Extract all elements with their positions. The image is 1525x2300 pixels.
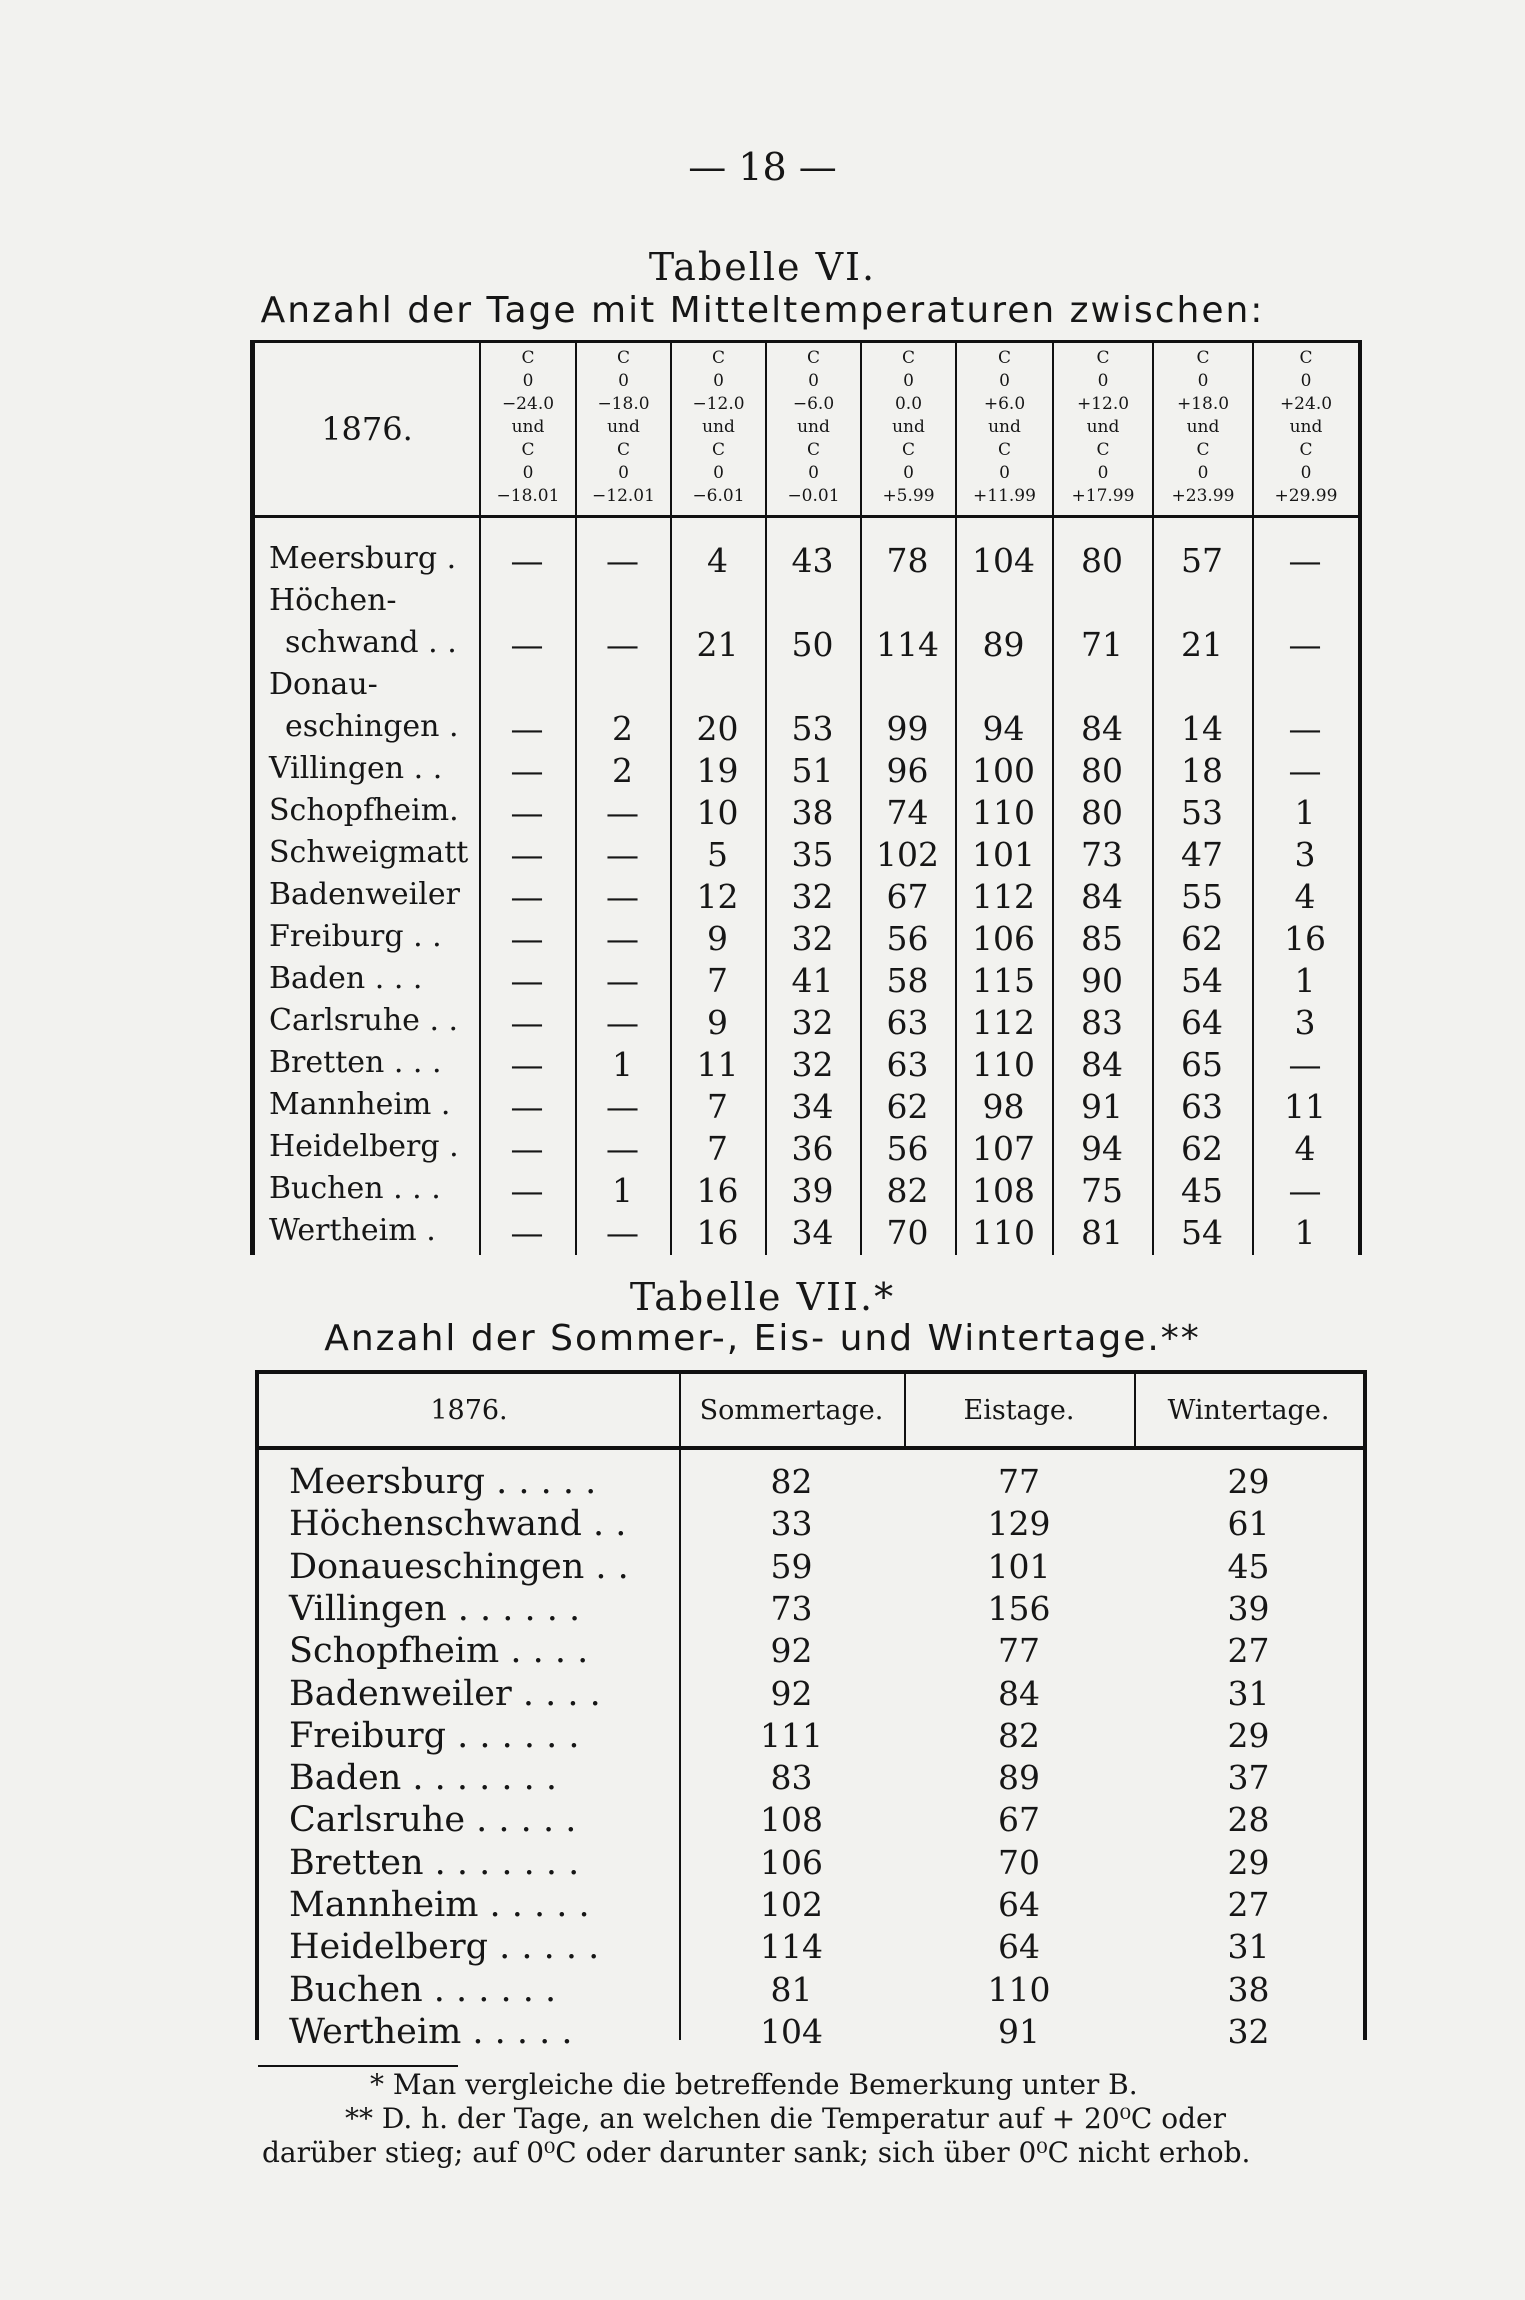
table6-title: Tabelle VI.: [648, 245, 877, 289]
table7-row: [259, 2012, 1363, 2054]
table6-cell: —: [1288, 709, 1322, 748]
table6-cell: 107: [972, 1129, 1035, 1168]
table7-cell: 92: [770, 1673, 813, 1713]
table7-row: [259, 1462, 1363, 1504]
table6-cell: 16: [696, 1213, 739, 1252]
table6-row: [255, 1171, 1358, 1211]
table6-cell: 53: [791, 709, 834, 748]
table6-cell: 2: [612, 709, 633, 748]
table6-row: [255, 541, 1358, 581]
table6-cell: 56: [886, 919, 929, 958]
footnote-3: darüber stieg; auf 0⁰C oder darunter sank; sich über 0⁰C nicht erhob.: [262, 2136, 1251, 2169]
table6-cell: 18: [1181, 751, 1223, 790]
table6-cell: —: [510, 625, 544, 664]
table6-cell: 112: [972, 1003, 1035, 1042]
table7-row: [259, 1885, 1363, 1927]
table7-column-header: Wintertage.: [1167, 1394, 1330, 1426]
table7-row-name: Heidelberg . . . . .: [289, 1927, 600, 1968]
table7-cell: 111: [760, 1715, 823, 1755]
table6-row: [255, 1045, 1358, 1085]
table6-cell: —: [1288, 625, 1322, 664]
table6-cell: 63: [1181, 1087, 1223, 1126]
table6-cell: —: [510, 1213, 544, 1252]
table6-cell: 4: [1294, 1129, 1316, 1168]
table6-cell: —: [1288, 751, 1322, 790]
table7-cell: 81: [770, 1969, 813, 2009]
table6-cell: 55: [1181, 877, 1223, 916]
table7-cell: 27: [1227, 1885, 1270, 1924]
table6-cell: 80: [1081, 793, 1123, 832]
table7-header: [259, 1374, 1363, 1450]
table6-cell: —: [510, 541, 544, 580]
table7-cell: 31: [1227, 1927, 1270, 1967]
table6-cell: 85: [1081, 919, 1123, 958]
table6-cell: 32: [791, 877, 834, 916]
table7-cell: 38: [1227, 1969, 1270, 2009]
table7-row: [259, 1927, 1363, 1969]
table7-cell: 29: [1227, 1842, 1270, 1882]
table7-row-name: Schopfheim . . . .: [289, 1631, 589, 1672]
table7-cell: 82: [770, 1462, 813, 1501]
table6-cell: 67: [886, 877, 929, 916]
table6-cell: 1: [1294, 793, 1316, 832]
table7-cell: 67: [998, 1800, 1040, 1840]
table7-cell: 101: [987, 1546, 1051, 1586]
table6-cell: —: [1288, 541, 1322, 580]
table6-row: [255, 667, 1358, 748]
table6-cell: 108: [972, 1171, 1035, 1210]
table6-row-name: Bretten . . .: [269, 1045, 442, 1080]
table7-cell: 64: [998, 1885, 1040, 1924]
table6-row: [255, 919, 1358, 959]
table6-cell: 45: [1181, 1171, 1223, 1210]
table6-cell: —: [510, 919, 544, 958]
table7-row: [259, 1504, 1363, 1546]
table6-cell: —: [510, 835, 544, 874]
table6-cell: —: [606, 961, 639, 1000]
table7-row: [259, 1758, 1363, 1800]
table6-cell: —: [510, 1129, 544, 1168]
table6-cell: 96: [886, 751, 929, 790]
table6-cell: 64: [1181, 1003, 1223, 1042]
table6-column-header: C 0 +18.0 und C 0 +23.99: [1152, 343, 1252, 515]
table6-row-name: Mannheim .: [269, 1087, 451, 1122]
table6-cell: 1: [1294, 961, 1316, 1000]
table6-cell: 58: [886, 961, 929, 1000]
table6-cell: —: [510, 1003, 544, 1042]
table7-row-name: Badenweiler . . . .: [289, 1673, 601, 1714]
table6-row-name: Buchen . . .: [269, 1171, 441, 1206]
table6-cell: 104: [972, 541, 1035, 580]
table7-row: [259, 1800, 1363, 1842]
table6-cell: 100: [972, 751, 1035, 790]
table7-row: [259, 1589, 1363, 1631]
table7-cell: 61: [1227, 1504, 1270, 1544]
table6-row: [255, 583, 1358, 664]
table6-row: [255, 1129, 1358, 1169]
table6-cell: 91: [1081, 1087, 1123, 1126]
table7-row-name: Meersburg . . . . .: [289, 1462, 597, 1502]
table6-row-name: Villingen . .: [269, 751, 443, 786]
footnote-1: * Man vergleiche die betreffende Bemerkung unter B.: [370, 2068, 1138, 2101]
page-number: — 18 —: [688, 145, 837, 189]
table6-row: [255, 835, 1358, 875]
table6-cell: 90: [1081, 961, 1123, 1000]
table6-cell: —: [510, 877, 544, 916]
table6-cell: 102: [876, 835, 939, 874]
table6-cell: 98: [982, 1087, 1025, 1126]
table6-cell: 1: [1294, 1213, 1316, 1252]
table6-row: [255, 961, 1358, 1001]
table6-cell: 114: [876, 625, 939, 664]
table6-cell: 12: [696, 877, 739, 916]
table7-row: [259, 1716, 1363, 1758]
table6-row-name: Meersburg .: [269, 541, 457, 576]
table6-cell: 56: [886, 1129, 929, 1168]
table6-column-header: C 0 +24.0 und C 0 +29.99: [1252, 343, 1358, 515]
table6-year: 1876.: [321, 410, 413, 448]
table7-cell: 84: [998, 1673, 1040, 1713]
table6-cell: 63: [886, 1003, 929, 1042]
table7-cell: 91: [998, 2011, 1040, 2051]
table7-cell: 89: [998, 1758, 1040, 1798]
table6-cell: 101: [972, 835, 1035, 874]
table6-column-header: C 0 −6.0 und C 0 −0.01: [765, 343, 860, 515]
table6-row-name: Schopfheim.: [269, 793, 459, 828]
table6-row-name: Wertheim .: [269, 1213, 436, 1248]
table6-row: [255, 1087, 1358, 1127]
table6-cell: —: [510, 961, 544, 1000]
table6-cell: 51: [791, 751, 834, 790]
table6-cell: 50: [791, 625, 834, 664]
table6-cell: 62: [886, 1087, 929, 1126]
table6-cell: 11: [696, 1045, 739, 1084]
table7-cell: 156: [987, 1588, 1051, 1628]
table6-cell: —: [606, 1087, 639, 1126]
table6-cell: —: [606, 1213, 639, 1252]
table7-column-rule: [1134, 1374, 1136, 1446]
table7: [255, 1370, 1367, 2052]
table7-cell: 77: [998, 1631, 1040, 1671]
table6-cell: 73: [1081, 835, 1123, 874]
table6-cell: 81: [1081, 1213, 1123, 1252]
table7-year: 1876.: [430, 1394, 508, 1426]
table7-cell: 77: [998, 1462, 1040, 1501]
table6-cell: —: [510, 1087, 544, 1126]
table7-cell: 29: [1227, 1462, 1270, 1501]
table7-cell: 83: [770, 1758, 813, 1798]
table6-cell: 5: [707, 835, 728, 874]
table6-cell: —: [606, 835, 639, 874]
table6-column-header: C 0 +6.0 und C 0 +11.99: [955, 343, 1052, 515]
table7-row-name: Freiburg . . . . . .: [289, 1715, 580, 1756]
table6-row-name: Heidelberg .: [269, 1129, 459, 1164]
table6-cell: 110: [972, 793, 1035, 832]
table6-cell: 32: [791, 1045, 834, 1084]
table6-cell: 84: [1081, 1045, 1123, 1084]
table6-cell: 3: [1294, 1003, 1316, 1042]
table6-cell: 62: [1181, 919, 1223, 958]
table7-cell: 92: [770, 1631, 813, 1671]
table6-row: [255, 1003, 1358, 1043]
table6-cell: 4: [707, 541, 728, 580]
table6-row-name-cont: schwand . .: [285, 625, 457, 660]
table6-cell: —: [606, 625, 639, 664]
table6-cell: —: [510, 751, 544, 790]
table6-cell: —: [1288, 1045, 1322, 1084]
table6-cell: 110: [972, 1213, 1035, 1252]
table7-cell: 45: [1227, 1546, 1270, 1586]
table7-cell: 64: [998, 1927, 1040, 1967]
table6-cell: 34: [791, 1213, 834, 1252]
table6-cell: —: [510, 1045, 544, 1084]
table6-cell: 19: [696, 751, 739, 790]
table7-row-name: Buchen . . . . . .: [289, 1969, 557, 2010]
table6-cell: 7: [707, 961, 728, 1000]
table6-cell: 99: [886, 709, 929, 748]
table7-cell: 82: [998, 1715, 1040, 1755]
table6-cell: —: [606, 541, 639, 580]
table6-cell: —: [606, 877, 639, 916]
table7-row: [259, 1970, 1363, 2012]
table6-row-name: Höchen-: [269, 583, 397, 618]
table6-cell: 106: [972, 919, 1035, 958]
table7-row-name: Höchenschwand . .: [289, 1504, 627, 1545]
table7-cell: 37: [1227, 1758, 1270, 1798]
table6-cell: 53: [1181, 793, 1223, 832]
table6-row: [255, 793, 1358, 833]
table6-cell: 21: [1181, 625, 1223, 664]
table7-row: [259, 1547, 1363, 1589]
table6-cell: 4: [1294, 877, 1316, 916]
table7-cell: 129: [987, 1504, 1051, 1544]
table6-cell: 41: [791, 961, 834, 1000]
table7-row: [259, 1631, 1363, 1673]
table6-row: [255, 1213, 1358, 1253]
table7-row: [259, 1843, 1363, 1885]
table6-cell: 21: [696, 625, 739, 664]
table6-cell: 16: [696, 1171, 739, 1210]
table6-row-name-cont: eschingen .: [285, 709, 459, 744]
table6-cell: 54: [1181, 1213, 1223, 1252]
table6-column-header: C 0 −12.0 und C 0 −6.01: [670, 343, 765, 515]
table6-cell: 34: [791, 1087, 834, 1126]
table6-column-header: C 0 −18.0 und C 0 −12.01: [575, 343, 670, 515]
table7-subtitle: Anzahl der Sommer-, Eis- und Wintertage.**: [324, 1318, 1201, 1359]
table7-row-name: Donaueschingen . .: [289, 1546, 629, 1587]
table6-cell: 71: [1081, 625, 1123, 664]
table6-column-header: C 0 +12.0 und C 0 +17.99: [1052, 343, 1152, 515]
table6-cell: 84: [1081, 709, 1123, 748]
table6-cell: 94: [982, 709, 1025, 748]
table6-row-name: Freiburg . .: [269, 919, 442, 954]
table7-column-rule: [904, 1374, 906, 1446]
table6-cell: 36: [791, 1129, 834, 1168]
table6-cell: 75: [1081, 1171, 1123, 1210]
table6-column-header: C 0 0.0 und C 0 +5.99: [860, 343, 955, 515]
table6-row-name: Donau-: [269, 667, 378, 702]
table6-cell: 47: [1181, 835, 1223, 874]
table6-cell: 63: [886, 1045, 929, 1084]
table7-cell: 104: [760, 2011, 823, 2051]
table6-row-name: Carlsruhe . .: [269, 1003, 459, 1038]
table6-cell: 110: [972, 1045, 1035, 1084]
table7-cell: 114: [760, 1927, 823, 1967]
table7-row-name: Wertheim . . . . .: [289, 2011, 573, 2052]
table6-cell: 1: [612, 1171, 633, 1210]
table6-cell: 80: [1081, 751, 1123, 790]
table6-cell: 39: [791, 1171, 834, 1210]
table7-row: [259, 1674, 1363, 1716]
table6-cell: 43: [791, 541, 834, 580]
table6-cell: 80: [1081, 541, 1123, 580]
table7-cell: 33: [770, 1504, 813, 1544]
footnote-2: ** D. h. der Tage, an welchen die Temperatur auf + 20⁰C oder: [345, 2102, 1226, 2135]
table7-cell: 106: [760, 1842, 823, 1882]
table7-cell: 59: [770, 1546, 813, 1586]
table7-cell: 29: [1227, 1715, 1270, 1755]
table6-cell: 38: [791, 793, 834, 832]
table6-cell: 89: [982, 625, 1025, 664]
table7-cell: 39: [1227, 1588, 1270, 1628]
table6-cell: 57: [1181, 541, 1223, 580]
table7-cell: 31: [1227, 1673, 1270, 1713]
table6-cell: 9: [707, 1003, 728, 1042]
table7-title: Tabelle VII.*: [629, 1275, 896, 1319]
footnote-rule: [258, 2065, 458, 2067]
table6-cell: 32: [791, 1003, 834, 1042]
table7-cell: 32: [1227, 2011, 1270, 2051]
table7-column-header: Sommertage.: [699, 1394, 884, 1426]
table7-cell: 28: [1227, 1800, 1270, 1840]
table6-cell: —: [606, 919, 639, 958]
table6-cell: —: [606, 1129, 639, 1168]
table6-cell: 82: [886, 1171, 929, 1210]
table6-cell: 54: [1181, 961, 1223, 1000]
table6-cell: 7: [707, 1129, 728, 1168]
table6-cell: 20: [696, 709, 739, 748]
table7-cell: 70: [998, 1842, 1040, 1882]
table6-cell: 2: [612, 751, 633, 790]
table7-row-name: Bretten . . . . . . .: [289, 1842, 580, 1883]
table6-cell: —: [510, 793, 544, 832]
table6-cell: —: [510, 709, 544, 748]
table6-cell: 32: [791, 919, 834, 958]
table6-cell: 84: [1081, 877, 1123, 916]
table6-cell: 65: [1181, 1045, 1223, 1084]
table6-cell: 10: [696, 793, 739, 832]
table7-cell: 27: [1227, 1631, 1270, 1671]
table6-cell: 7: [707, 1087, 728, 1126]
table6-cell: 16: [1284, 919, 1326, 958]
table7-cell: 108: [760, 1800, 823, 1840]
table6-cell: 74: [886, 793, 929, 832]
table6-cell: —: [606, 793, 639, 832]
table6-cell: 9: [707, 919, 728, 958]
table6-column-header: C 0 −24.0 und C 0 −18.01: [479, 343, 575, 515]
table6-cell: 70: [886, 1213, 929, 1252]
table7-row-name: Mannheim . . . . .: [289, 1885, 590, 1925]
table6-cell: —: [606, 1003, 639, 1042]
table6-cell: 78: [886, 541, 929, 580]
table6-cell: 1: [612, 1045, 633, 1084]
table6: [250, 340, 1362, 1255]
table7-cell: 102: [760, 1885, 823, 1924]
table6-cell: 94: [1081, 1129, 1123, 1168]
table6-row: [255, 751, 1358, 791]
table6-cell: —: [510, 1171, 544, 1210]
table7-row-name: Carlsruhe . . . . .: [289, 1800, 577, 1841]
table6-cell: 3: [1294, 835, 1316, 874]
table6-cell: 83: [1081, 1003, 1123, 1042]
table7-row-name: Villingen . . . . . .: [289, 1588, 581, 1629]
table6-cell: 14: [1181, 709, 1223, 748]
table6-cell: 11: [1284, 1087, 1326, 1126]
table7-cell: 110: [987, 1969, 1051, 2009]
table6-row-name: Schweigmatt: [269, 835, 469, 870]
table6-cell: 112: [972, 877, 1035, 916]
table6-cell: 115: [972, 961, 1035, 1000]
table7-column-header: Eistage.: [963, 1394, 1075, 1426]
table6-row-name: Badenweiler: [269, 877, 460, 912]
table6-cell: 35: [791, 835, 834, 874]
table6-row-name: Baden . . .: [269, 961, 423, 996]
table6-header: [255, 343, 1358, 518]
table6-cell: —: [1288, 1171, 1322, 1210]
table7-row-name: Baden . . . . . . .: [289, 1758, 558, 1799]
table7-cell: 73: [770, 1588, 813, 1628]
table6-cell: 62: [1181, 1129, 1223, 1168]
table6-row: [255, 877, 1358, 917]
table6-subtitle: Anzahl der Tage mit Mitteltemperaturen zwischen:: [260, 290, 1265, 331]
